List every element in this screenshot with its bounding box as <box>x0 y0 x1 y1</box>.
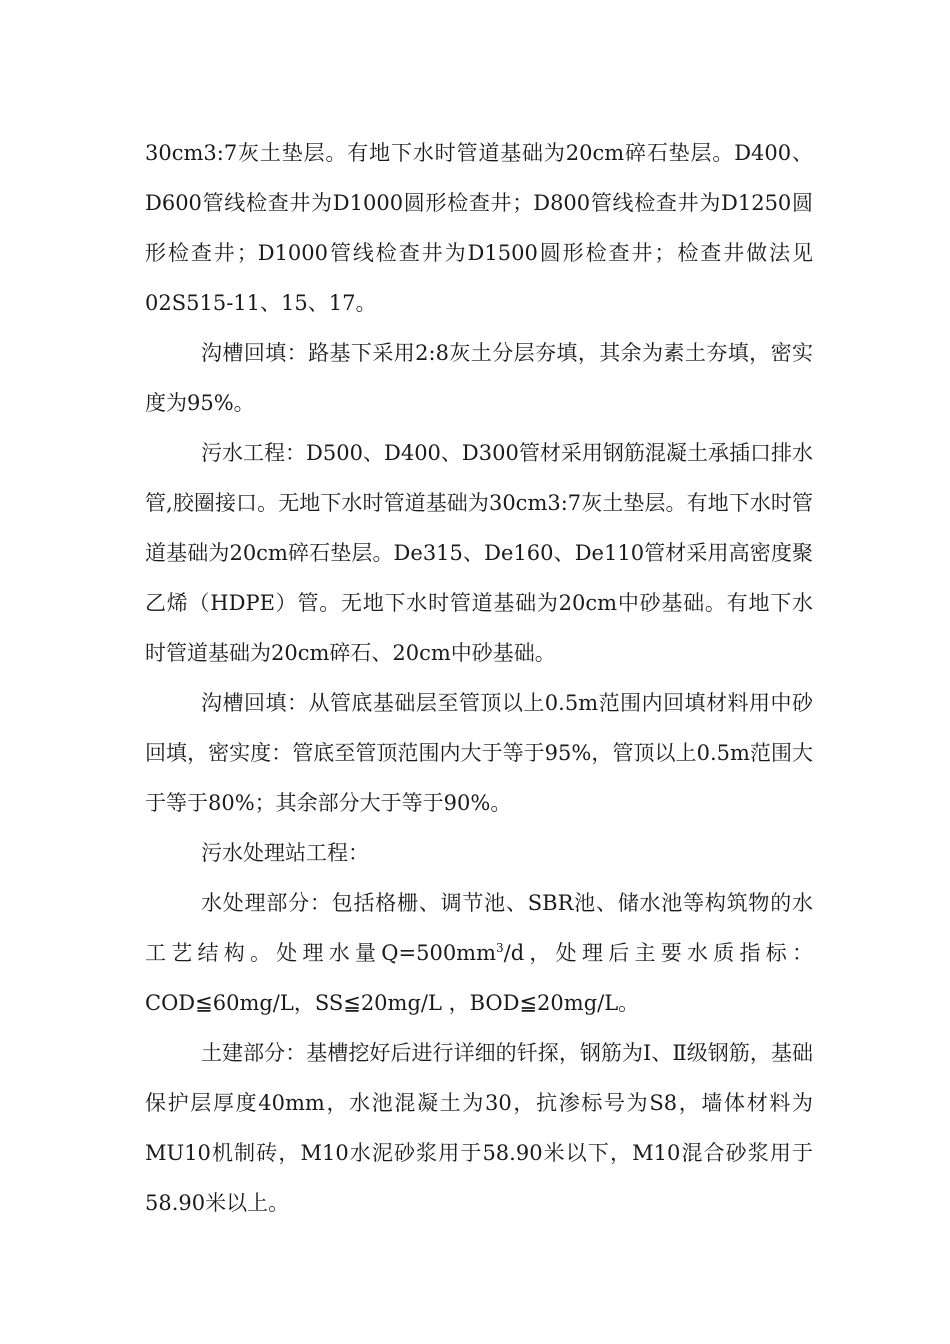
water-treatment-text-a: 水处理部分：包括格栅、调节池、SBR池、储水池等构筑物的水工艺结构。处理水量Q=500mm <box>145 891 813 965</box>
paragraph-trench-backfill-sewage: 沟槽回填：从管底基础层至管顶以上0.5m范围内回填材料用中砂回填，密实度：管底至管顶范围内大于等于95%，管顶以上0.5m范围大于等于80%；其余部分大于等于90%。 <box>145 691 813 815</box>
cubic-superscript: 3 <box>496 941 504 955</box>
paragraph-water-treatment <box>145 878 813 1028</box>
water-treatment-text-b: /d，处理后主要水质指标：COD≦60mg/L，SS≦20mg/L ，BOD≦20mg/L。 <box>145 941 813 1015</box>
paragraph-civil-works: 土建部分：基槽挖好后进行详细的钎探，钢筋为Ⅰ、Ⅱ级钢筋，基础保护层厚度40mm，水池混凝土为30，抗渗标号为S8，墙体材料为MU10机制砖，M10水泥砂浆用于58.90米以下，M10混合砂浆用于58.90米以上。 <box>145 1041 813 1215</box>
paragraph-treatment-station-heading: 污水处理站工程： <box>201 841 369 865</box>
document-page <box>145 128 813 1228</box>
paragraph-trench-backfill-road: 沟槽回填：路基下采用2:8灰土分层夯填，其余为素土夯填，密实度为95%。 <box>145 341 813 415</box>
paragraph-manhole-spec: 30cm3:7灰土垫层。有地下水时管道基础为20cm碎石垫层。D400、D600管线检查井为D1000圆形检查井；D800管线检查井为D1250圆形检查井；D1000管线检查井为D1500圆形检查井；检查井做法见02S515-11、15、17。 <box>145 141 813 315</box>
paragraph-sewage-works: 污水工程：D500、D400、D300管材采用钢筋混凝土承插口排水管,胶圈接口。无地下水时管道基础为30cm3:7灰土垫层。有地下水时管道基础为20cm碎石垫层。De315、De160、De110管材采用高密度聚乙烯（HDPE）管。无地下水时管道基础为20cm中砂基础。有地下水时管道基础为20cm碎石、20cm中砂基础。 <box>145 441 813 665</box>
